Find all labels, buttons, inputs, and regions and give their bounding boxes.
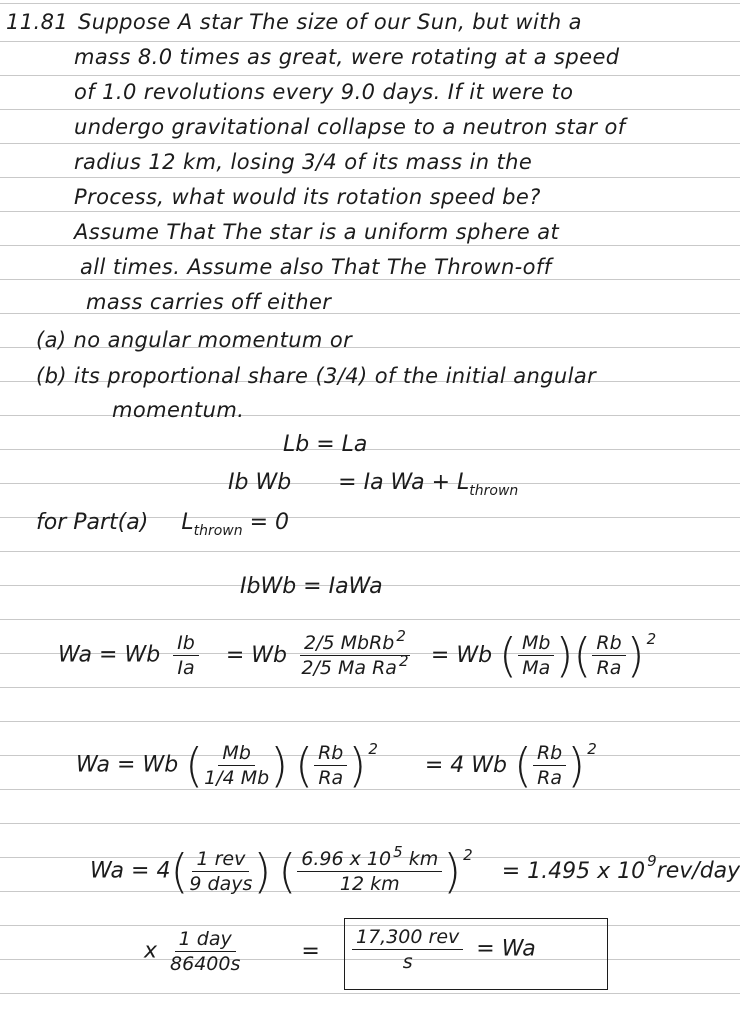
eq2-rhs: = Ia Wa + L (338, 470, 470, 495)
eq4-frac-radius: $\frac{Rb}{Ra}$ (592, 632, 625, 679)
equation-inertia-omega (228, 470, 519, 499)
eq1-rhs: = La (316, 432, 368, 457)
part-a-rhs: = 0 (249, 510, 290, 535)
problem-number: 11.81 (6, 10, 69, 34)
problem-line-4: undergo gravitational collapse to a neutron star of (74, 115, 626, 139)
eq1-lhs: Lb (283, 432, 310, 457)
part-a-label: for Part(a) (36, 510, 149, 535)
problem-line-6: Process, what would its rotation speed be? (74, 185, 541, 209)
eq4-lhs: Wa = Wb (58, 642, 161, 668)
equation-omega-ratio: Wa = Wb $\frac{Ib}{Ia}$ = Wb $\frac{2/5 MbRb ^2}{2/5 Ma Ra ^2}$ = Wb ( $\frac{Mb}{Ma}$ )( $\frac{Rb}{Ra}$ ) $^2$ (58, 627, 657, 683)
final-answer-frac: $\frac{\text{17,300 rev}}{s}$ (352, 926, 463, 973)
eq4-frac-inertia: $\frac{Ib}{Ia}$ (173, 632, 199, 679)
eq5-frac-radius: $\frac{Rb}{Ra}$ (314, 742, 347, 789)
problem-line-8: all times. Assume also That The Thrown-off (80, 255, 552, 279)
equation-numeric-substitution: Wa = 4( $\frac{\text{1 rev}}{\text{9 days}}$ ) ( $\frac{6.96 x 10 ^5 km}{12 km}$ ) $^2$ = 1.495 x 10 $^9$rev/day (90, 843, 740, 899)
equation-part-a-simplified: IbWb = IaWa (240, 574, 383, 599)
part-a-sub: thrown (193, 523, 243, 539)
eq6-frac-radius: $\frac{6.96 x 10 ^5 km}{12 km}$ (297, 848, 442, 895)
eq4-frac-mass: $\frac{Mb}{Ma}$ (518, 632, 554, 679)
problem-line-12: momentum. (112, 398, 245, 422)
eq6-frac-rate: $\frac{\text{1 rev}}{\text{9 days}}$ (189, 848, 253, 895)
eq2-lhs: Ib Wb (228, 470, 292, 495)
equation-angular-momentum-conservation (283, 432, 367, 457)
part-a-L: L (181, 510, 194, 535)
eq5-frac-mass: $\frac{Mb}{1/4 Mb}$ (204, 742, 270, 789)
equation-omega-simplified: Wa = Wb ( $\frac{Mb}{1/4 Mb}$ ) ( $\frac{Rb}{Ra}$ ) $^2$ = 4 Wb ( $\frac{Rb}{Ra}$ ) $^2$ (76, 738, 597, 793)
eq2-sub: thrown (469, 483, 519, 499)
equation-part-a-condition (36, 510, 290, 539)
equation-unit-conversion: x $\frac{\text{1 day}}{86400s}$ = (144, 928, 320, 975)
problem-line-3: of 1.0 revolutions every 9.0 days. If it were to (74, 80, 574, 104)
problem-line-5: radius 12 km, losing 3/4 of its mass in the (74, 150, 533, 174)
final-answer: $\frac{\text{17,300 rev}}{s}$ = Wa (352, 926, 536, 973)
eq5-frac-radius-rhs: $\frac{Rb}{Ra}$ (533, 742, 566, 789)
problem-line-2: mass 8.0 times as great, were rotating at a speed (74, 45, 620, 69)
problem-line-9: mass carries off either (86, 290, 332, 314)
problem-line-1: Suppose A star The size of our Sun, but with a (78, 10, 582, 34)
problem-part-b: (b) its proportional share (3/4) of the initial angular (36, 364, 597, 388)
eq4-frac-sphere: $\frac{2/5 MbRb ^2}{2/5 Ma Ra ^2}$ (301, 627, 409, 679)
problem-part-a: (a) no angular momentum or (36, 328, 353, 352)
eq7-frac-day: $\frac{\text{1 day}}{86400s}$ (170, 928, 241, 975)
problem-line-7: Assume That The star is a uniform sphere at (74, 220, 560, 244)
